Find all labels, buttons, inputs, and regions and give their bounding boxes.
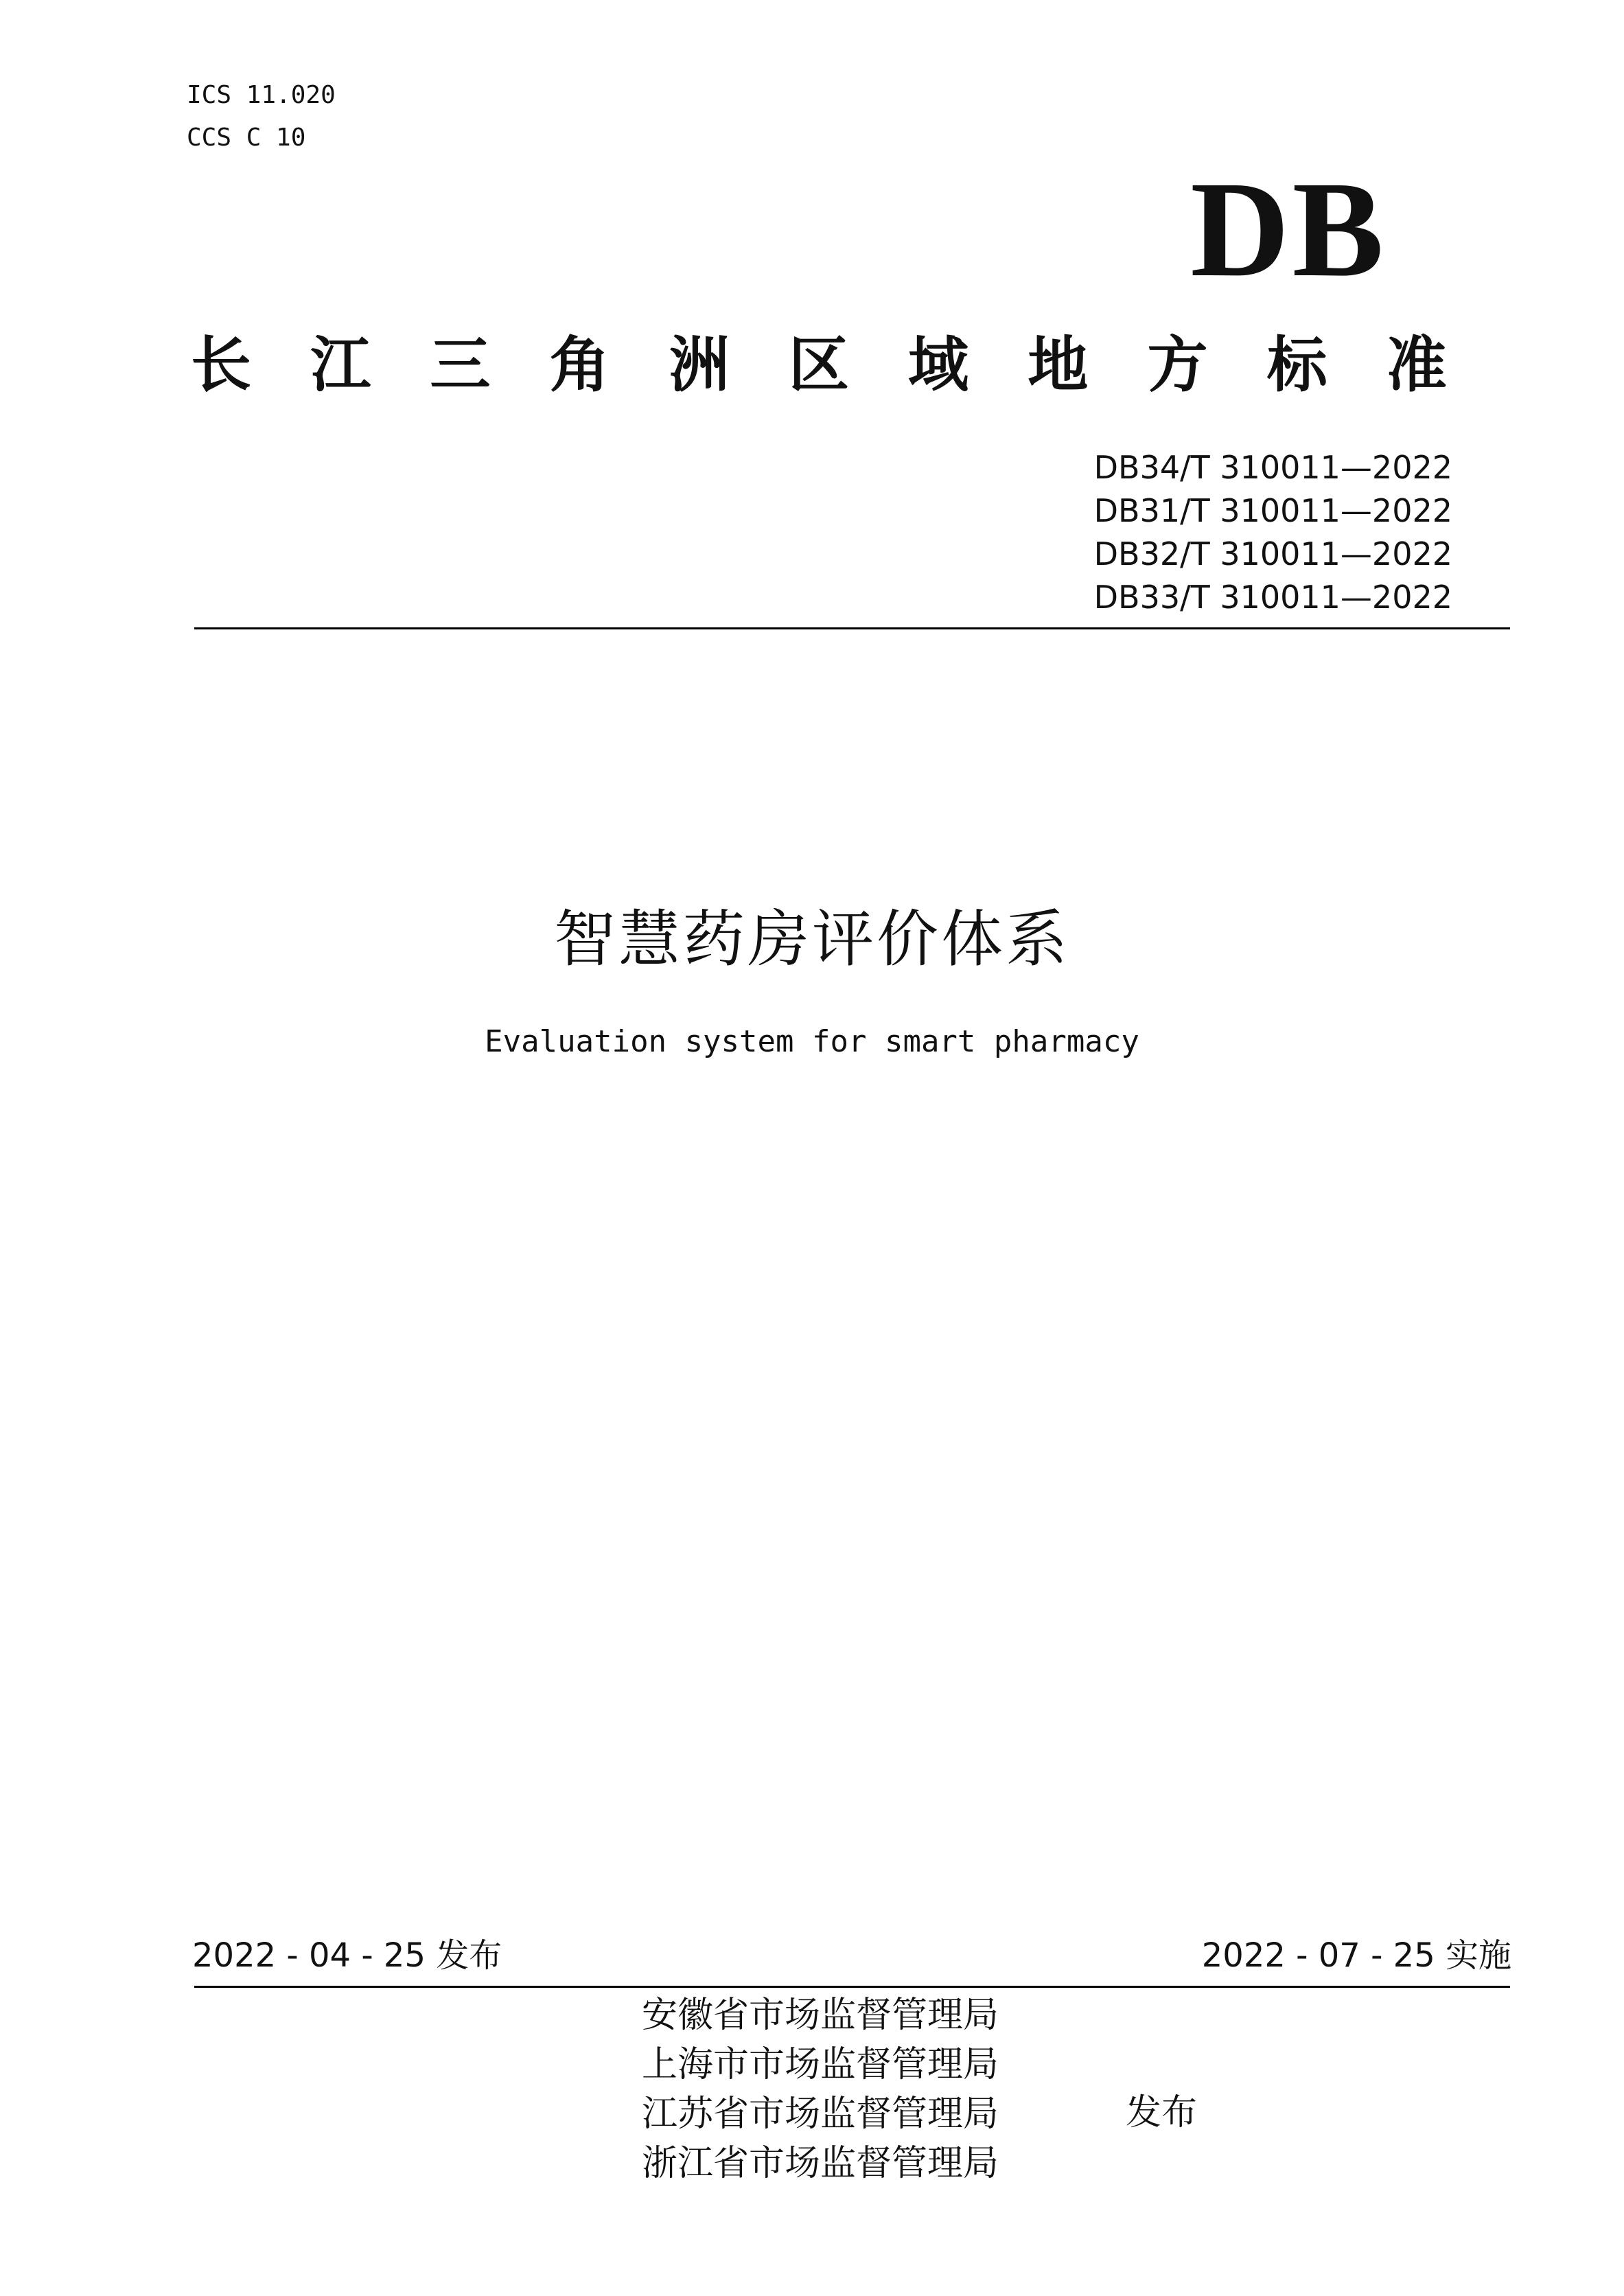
release-date: 2022 - 04 - 25 发布 <box>192 1936 502 1975</box>
standard-type-char: 标 <box>1266 329 1327 400</box>
standard-number: DB31/T 310011—2022 <box>1093 492 1452 529</box>
standard-type-char: 准 <box>1386 329 1447 400</box>
header-divider <box>194 627 1510 629</box>
publishers-list <box>642 1991 999 2188</box>
publisher-name: 浙江省市场监督管理局 <box>642 2143 999 2184</box>
standard-type-heading <box>191 317 1447 404</box>
implement-date: 2022 - 07 - 25 实施 <box>1201 1936 1511 1975</box>
standard-type-char: 方 <box>1147 329 1208 400</box>
standard-type-char: 长 <box>191 329 252 400</box>
ccs-code: CCS C 10 <box>187 124 306 152</box>
standard-number: DB33/T 310011—2022 <box>1093 579 1452 616</box>
standard-type-char: 洲 <box>669 329 730 400</box>
ics-code: ICS 11.020 <box>187 81 336 109</box>
publisher-name: 上海市市场监督管理局 <box>642 2044 999 2085</box>
standard-type-char: 域 <box>908 329 969 400</box>
publisher-name: 江苏省市场监督管理局 <box>642 2094 999 2135</box>
standard-number: DB32/T 310011—2022 <box>1093 535 1452 572</box>
standard-type-char: 角 <box>549 329 610 400</box>
publisher-name: 安徽省市场监督管理局 <box>642 1995 999 2036</box>
db-logo: DB <box>1190 154 1387 305</box>
standard-type-char: 地 <box>1028 329 1089 400</box>
standard-numbers <box>1094 446 1452 619</box>
publish-label: 发布 <box>1126 2092 1198 2133</box>
standard-type-char: 江 <box>310 329 371 400</box>
standard-type-char: 区 <box>788 329 849 400</box>
document-subtitle: Evaluation system for smart pharmacy <box>485 1024 1139 1059</box>
footer-divider <box>194 1986 1510 1988</box>
standard-type-char: 三 <box>430 329 491 400</box>
classification-codes <box>187 74 336 159</box>
standard-number: DB34/T 310011—2022 <box>1093 449 1452 486</box>
document-title: 智慧药房评价体系 <box>554 903 1070 975</box>
